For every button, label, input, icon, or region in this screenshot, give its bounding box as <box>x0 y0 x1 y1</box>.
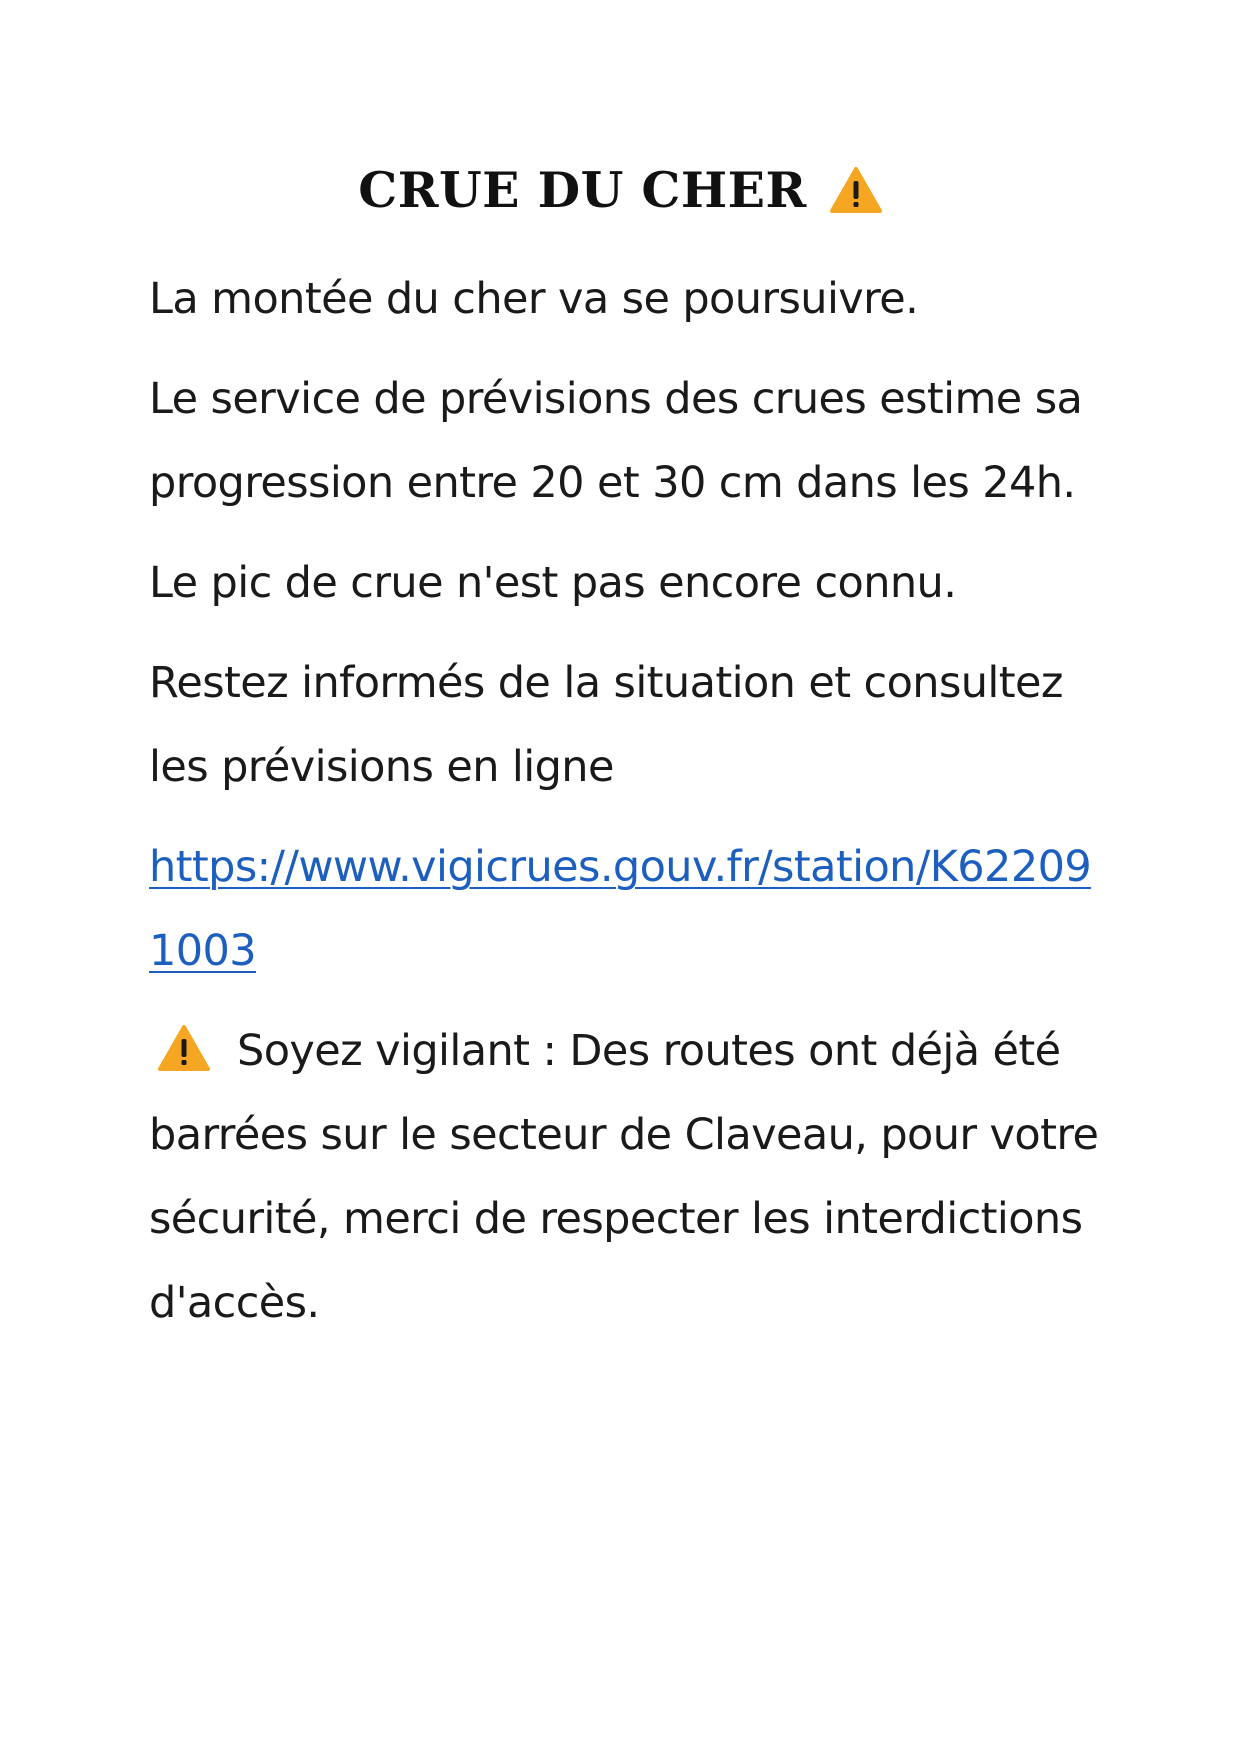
vigicrues-link[interactable]: https://www.vigicrues.gouv.fr/station/K622091003 <box>149 842 1092 976</box>
paragraph-alert <box>149 1009 1109 1345</box>
paragraph-montee: La montée du cher va se poursuivre. <box>149 274 919 324</box>
paragraph-prevision: Le service de prévisions des crues estime sa progression entre 20 et 30 cm dans les 24h. <box>149 374 1083 508</box>
document-body <box>149 257 1109 1361</box>
paragraph-link <box>149 825 1109 993</box>
paragraph-pic: Le pic de crue n'est pas encore connu. <box>149 558 957 608</box>
alert-text: Soyez vigilant : Des routes ont déjà été barrées sur le secteur de Claveau, pour votre sécurité, merci de respecter les interdictions d'accès. <box>149 1026 1099 1328</box>
warning-icon <box>157 1024 211 1072</box>
paragraph-restez-informes: Restez informés de la situation et consultez les prévisions en ligne <box>149 658 1063 792</box>
page-title <box>0 160 1241 220</box>
page-title-text: CRUE DU CHER <box>358 161 807 219</box>
warning-icon <box>829 166 883 214</box>
